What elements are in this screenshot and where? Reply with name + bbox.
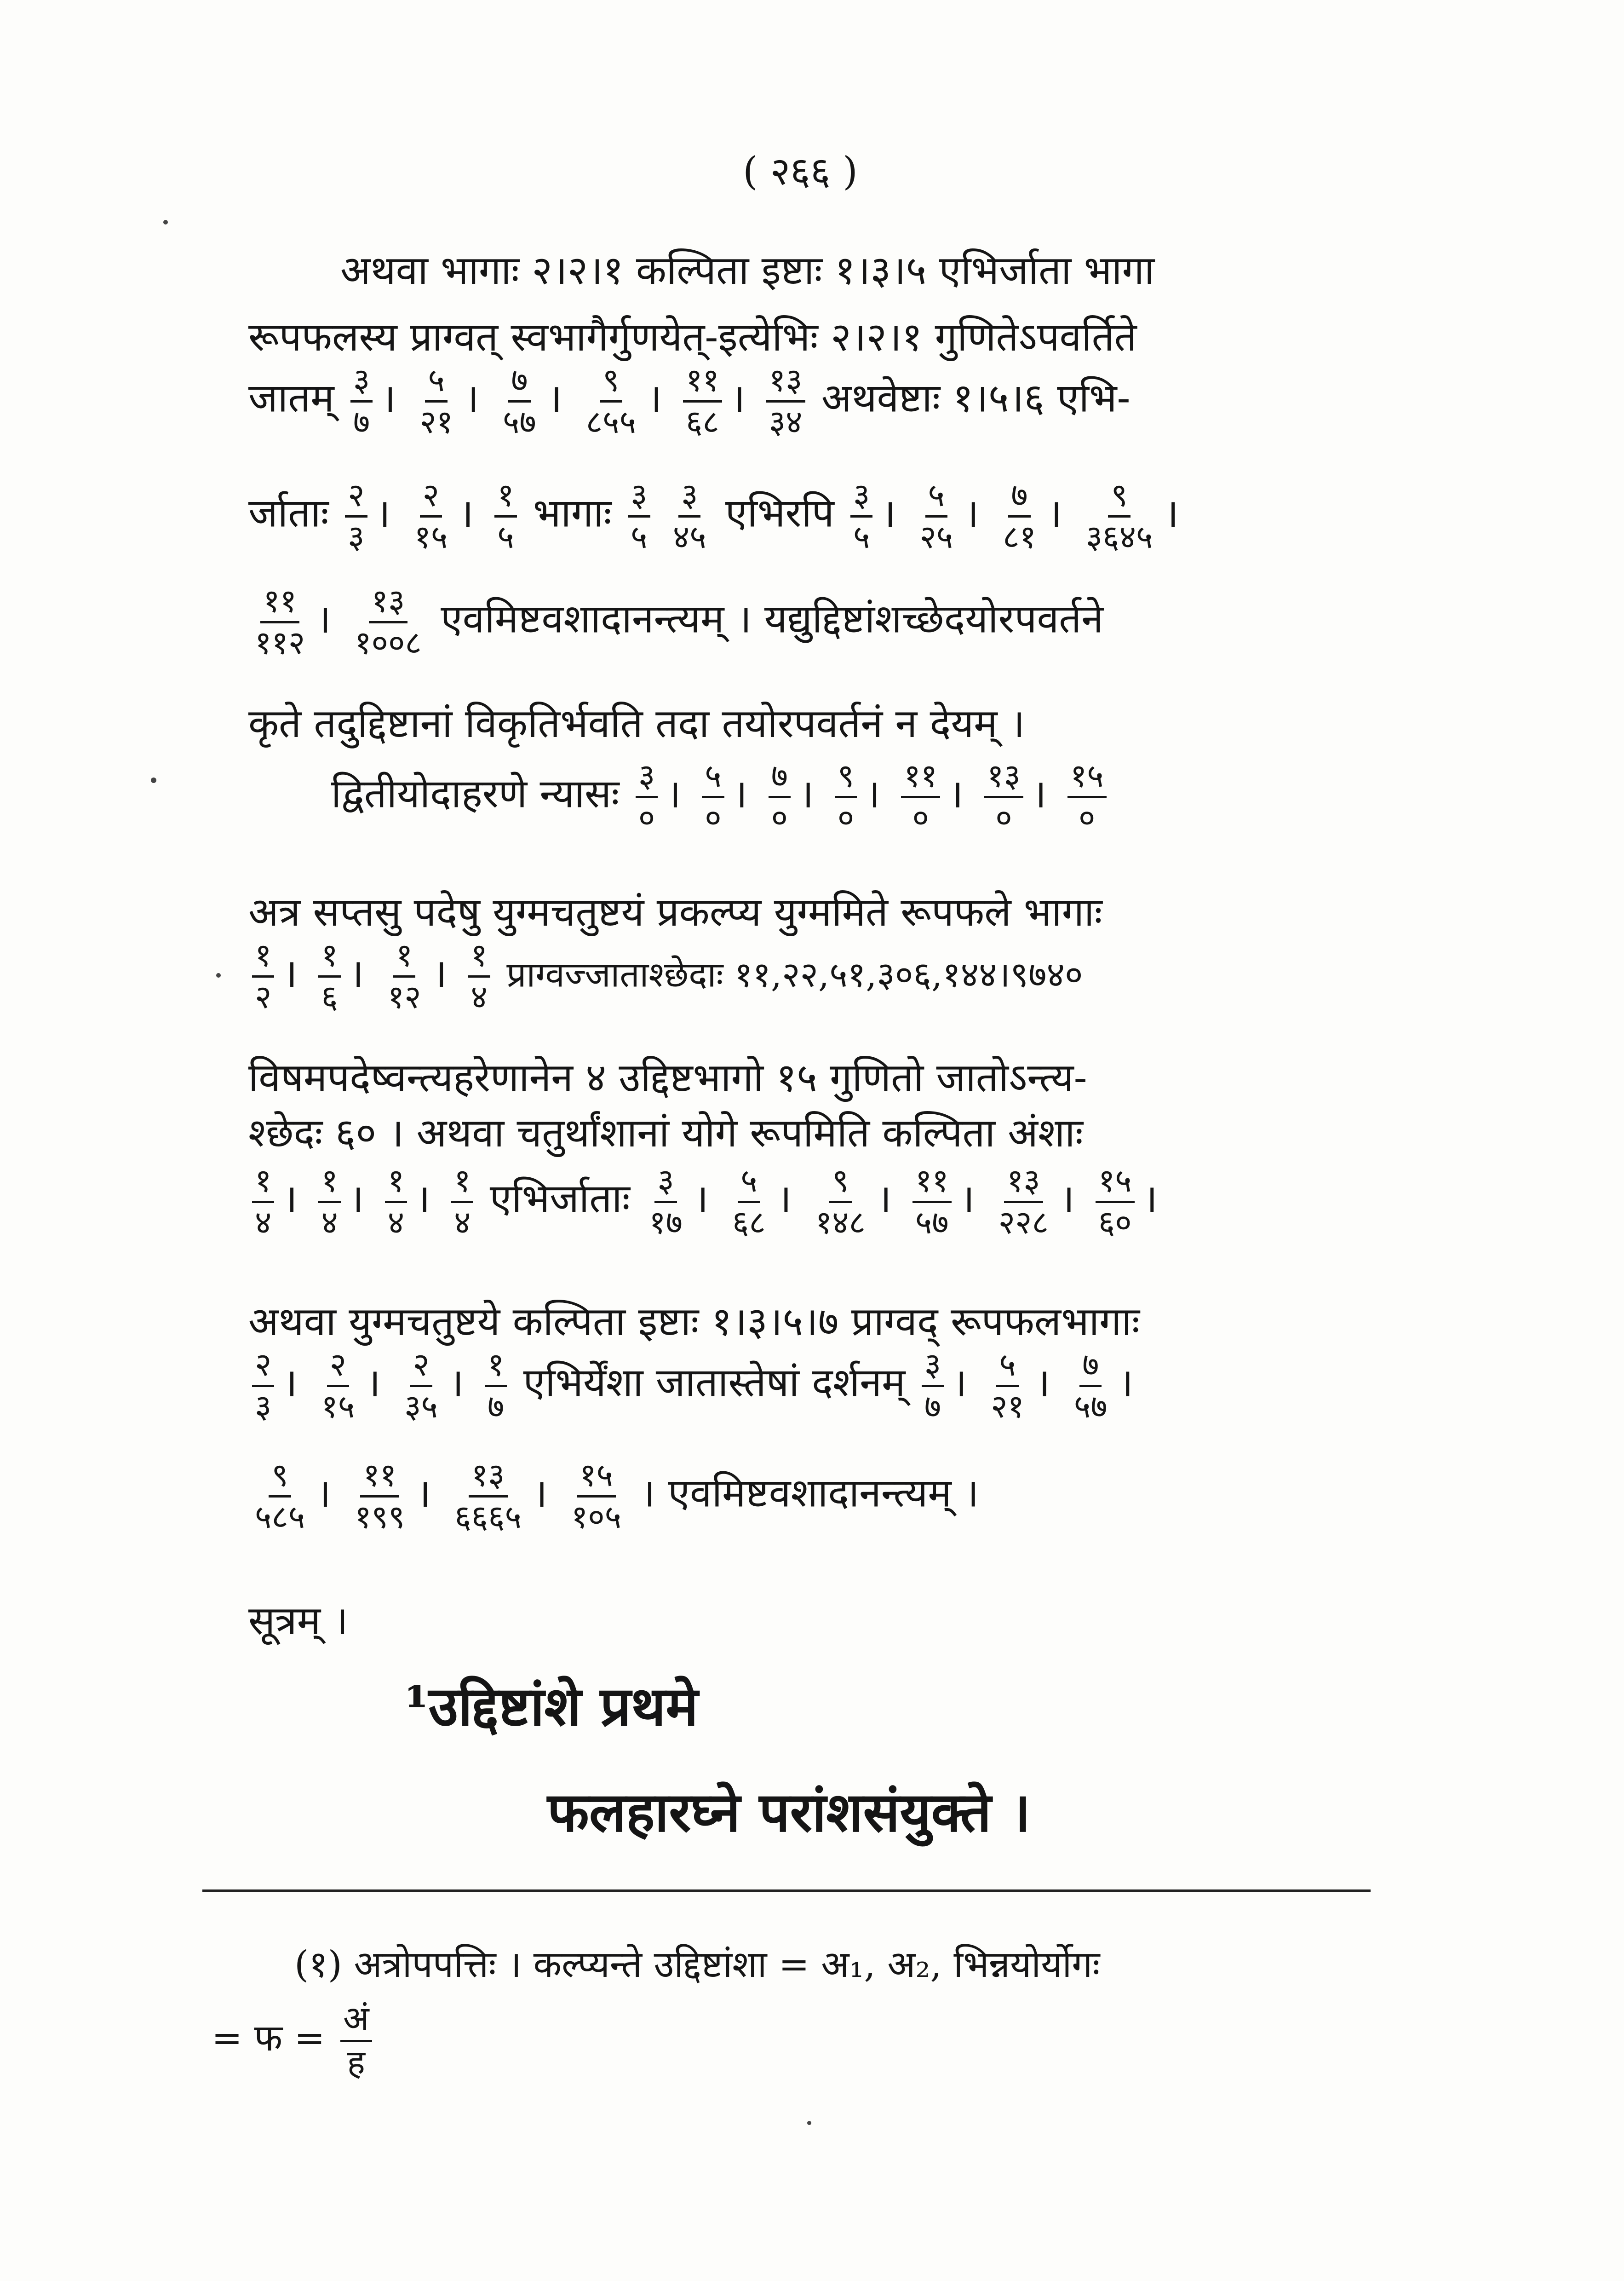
fraction: $\frac{३}{७}$ bbox=[350, 363, 373, 439]
text-line-14: $\frac{२}{३}$ । $\frac{२}{१५}$ । $\frac{२}{३५}$ । $\frac{१}{७}$ एभिर्येंशा जातास्तेषां दर्शनम् $\frac{३}{७}$ । $\frac{५}{२१}$ । $\frac{७}{५७}$ । bbox=[248, 1348, 1138, 1423]
fraction: $\frac{३}{४५}$ bbox=[672, 476, 706, 556]
text-line-13: अथवा युग्मचतुष्टये कल्पिता इष्टाः १।३।५।७ प्राग्वद् रूपफलभागाः bbox=[248, 1299, 1140, 1345]
line9-tail: प्राग्वज्जाताश्छेदाः ११,२२,५१,३०६,१४४।९७४० bbox=[506, 954, 1083, 995]
line3-tail: अथवेष्टाः १।५।६ एभि- bbox=[821, 375, 1130, 421]
fraction: $\frac{९}{१४८}$ bbox=[815, 1162, 866, 1241]
fraction: $\frac{१}{६}$ bbox=[318, 939, 340, 1014]
fraction: $\frac{२}{१५}$ bbox=[321, 1346, 355, 1425]
fraction: $\frac{१}{२}$ bbox=[252, 939, 274, 1014]
line5-tail: एवमिष्टवशादानन्त्यम् । यद्युद्दिष्टांशच्छेदयोरपवर्तने bbox=[441, 596, 1104, 642]
line7-lead: द्वितीयोदाहरणे न्यासः bbox=[331, 771, 620, 817]
fraction: $\frac{५}{६८}$ bbox=[732, 1162, 766, 1241]
line3-lead: जातम् bbox=[248, 375, 334, 421]
page-number: ( २६६ ) bbox=[743, 149, 858, 194]
line4-mid: भागाः bbox=[533, 490, 612, 536]
text-line-11: श्छेदः ६० । अथवा चतुर्थांशानां योगे रूपमिति कल्पिता अंशाः bbox=[248, 1110, 1083, 1156]
fraction: $\frac{९}{८५५}$ bbox=[585, 361, 636, 441]
fraction: $\frac{१५}{०}$ bbox=[1067, 759, 1107, 835]
text-line-5: $\frac{११}{११२}$ । $\frac{१३}{१००८}$ एवमिष्टवशादानन्त्यम् । यद्युद्दिष्टांशच्छेदयोरपवर्तने bbox=[248, 584, 1103, 660]
fraction: $\frac{१३}{०}$ bbox=[984, 759, 1023, 835]
fraction: $\frac{९}{३६४५}$ bbox=[1085, 476, 1153, 556]
fraction: $\frac{३}{०}$ bbox=[636, 759, 658, 835]
fraction: $\frac{\text{अं}}{\text{ह}}$ bbox=[340, 2001, 372, 2080]
fraction: $\frac{२}{१५}$ bbox=[414, 476, 448, 556]
fraction: $\frac{१}{५}$ bbox=[494, 478, 516, 554]
fraction: $\frac{५}{२१}$ bbox=[991, 1346, 1024, 1425]
fraction: $\frac{५}{२५}$ bbox=[919, 476, 953, 556]
verse-line-2: फलहारघ्ने परांशसंयुक्ते । bbox=[547, 1780, 1031, 1844]
fraction: $\frac{११}{५७}$ bbox=[912, 1164, 952, 1239]
line4-lead: र्जाताः bbox=[248, 490, 329, 536]
verse-line-1: ¹उद्दिष्टांशे प्रथमे bbox=[405, 1674, 698, 1738]
scan-speck bbox=[151, 778, 156, 783]
text-line-10: विषमपदेष्वन्त्यहरेणानेन ४ उद्दिष्टभागो १५ गुणितो जातोऽन्त्य- bbox=[248, 1055, 1087, 1101]
fraction: $\frac{११}{११२}$ bbox=[255, 582, 305, 662]
line15-tail: । एवमिष्टवशादानन्त्यम् । bbox=[640, 1470, 979, 1516]
scan-speck bbox=[807, 2121, 811, 2125]
text-line-8: अत्र सप्तसु पदेषु युग्मचतुष्टयं प्रकल्प्य युग्ममिते रूपफले भागाः bbox=[248, 889, 1102, 935]
fraction: $\frac{९}{५८५}$ bbox=[255, 1456, 305, 1536]
footnote-line-2 bbox=[212, 2001, 376, 2080]
fraction: $\frac{१}{४}$ bbox=[318, 1164, 340, 1239]
fraction: $\frac{१}{४}$ bbox=[385, 1164, 407, 1239]
fraction: $\frac{३}{५}$ bbox=[850, 478, 872, 554]
fraction: $\frac{३}{१७}$ bbox=[649, 1162, 683, 1241]
text-line-9: $\frac{१}{२}$ । $\frac{१}{६}$ । $\frac{१}{१२}$ । $\frac{१}{४}$ प्राग्वज्जाताश्छेदाः ११,२२,५१,३०६,१४४।९७४० bbox=[248, 939, 1083, 1014]
footnote-equation-lead: = फ = bbox=[212, 2016, 325, 2060]
text-line-12: $\frac{१}{४}$ । $\frac{१}{४}$ । $\frac{१}{४}$ । $\frac{१}{४}$ एभिर्जाताः $\frac{३}{१७}$ । $\frac{५}{६८}$ । $\frac{९}{१४८}$ । $\frac{११}{५७}$ । $\frac{१३}{२२८}$ । $\frac{१५}{६०}$ । bbox=[248, 1164, 1162, 1239]
fraction: $\frac{७}{८१}$ bbox=[1003, 476, 1036, 556]
fraction: $\frac{३}{७}$ bbox=[922, 1348, 944, 1423]
fraction: $\frac{१}{७}$ bbox=[485, 1348, 507, 1423]
fraction: $\frac{२}{३५}$ bbox=[404, 1346, 438, 1425]
fraction: $\frac{१५}{६०}$ bbox=[1096, 1164, 1135, 1239]
fraction: $\frac{११}{०}$ bbox=[901, 759, 940, 835]
fraction: $\frac{५}{२१}$ bbox=[419, 361, 453, 441]
fraction: $\frac{२}{३}$ bbox=[345, 478, 367, 554]
fraction: $\frac{२}{३}$ bbox=[252, 1348, 274, 1423]
sutram-heading: सूत्रम् । bbox=[248, 1598, 348, 1644]
fraction: $\frac{१३}{६६६५}$ bbox=[454, 1456, 522, 1536]
fraction: $\frac{१५}{१०५}$ bbox=[571, 1456, 622, 1536]
text-line-4: र्जाताः $\frac{२}{३}$ । $\frac{२}{१५}$ । $\frac{१}{५}$ भागाः $\frac{३}{५}$ $\frac{३}{४५}$ एभिरपि $\frac{३}{५}$ । $\frac{५}{२५}$ । $\frac{७}{८१}$ । $\frac{९}{३६४५}$ । bbox=[248, 476, 1179, 556]
scan-speck bbox=[216, 973, 221, 978]
footnote-separator bbox=[202, 1889, 1371, 1892]
fraction: $\frac{१}{४}$ bbox=[252, 1164, 274, 1239]
scan-speck bbox=[163, 220, 168, 225]
text-line-3: जातम् $\frac{३}{७}$ । $\frac{५}{२१}$ । $\frac{७}{५७}$ । $\frac{९}{८५५}$ । $\frac{११}{६८}$ । $\frac{१३}{३४}$ अथवेष्टाः १।५।६ एभि- bbox=[248, 361, 1130, 441]
fraction: $\frac{१३}{१००८}$ bbox=[355, 582, 422, 662]
text-line-1: अथवा भागाः २।२।१ कल्पिता इष्टाः १।३।५ एभिर्जाता भागा bbox=[340, 248, 1155, 294]
line14-mid: एभिर्येंशा जातास्तेषां दर्शनम् bbox=[523, 1359, 906, 1406]
fraction: $\frac{७}{५७}$ bbox=[503, 361, 536, 441]
text-line-7: द्वितीयोदाहरणे न्यासः $\frac{३}{०}$ । $\frac{५}{०}$ । $\frac{७}{०}$ । $\frac{९}{०}$ । $\frac{११}{०}$ । $\frac{१३}{०}$ । $\frac{१५}{०}$ bbox=[331, 759, 1110, 835]
fraction: $\frac{१३}{३४}$ bbox=[766, 363, 805, 439]
fraction: $\frac{१}{४}$ bbox=[451, 1164, 473, 1239]
line12-mid: एभिर्जाताः bbox=[489, 1175, 630, 1222]
fraction: $\frac{५}{०}$ bbox=[702, 759, 724, 835]
text-line-6: कृते तदुद्दिष्टानां विकृतिर्भवति तदा तयोरपवर्तनं न देयम् । bbox=[248, 701, 1025, 747]
fraction: $\frac{९}{०}$ bbox=[835, 759, 857, 835]
fraction: $\frac{११}{१९९}$ bbox=[355, 1456, 405, 1536]
fraction: $\frac{१}{४}$ bbox=[468, 939, 490, 1014]
text-line-15: $\frac{९}{५८५}$ । $\frac{११}{१९९}$ । $\frac{१३}{६६६५}$ । $\frac{१५}{१०५}$ । एवमिष्टवशादानन्त्यम् । bbox=[248, 1458, 979, 1534]
fraction: $\frac{३}{५}$ bbox=[628, 478, 650, 554]
line4-mid2: एभिरपि bbox=[725, 490, 834, 536]
fraction: $\frac{७}{०}$ bbox=[769, 759, 791, 835]
fraction: $\frac{११}{६८}$ bbox=[683, 363, 722, 439]
fraction: $\frac{१३}{२२८}$ bbox=[998, 1162, 1049, 1241]
fraction: $\frac{७}{५७}$ bbox=[1073, 1346, 1108, 1425]
fraction: $\frac{१}{१२}$ bbox=[387, 936, 421, 1016]
footnote-line-1: (१) अत्रोपपत्तिः । कल्प्यन्ते उद्दिष्टांशा = अ₁, अ₂, भिन्नयोर्योगः bbox=[294, 1943, 1100, 1986]
text-line-2: रूपफलस्य प्राग्वत् स्वभागैर्गुणयेत्-इत्येभिः २।२।१ गुणितेऽपवर्तिते bbox=[248, 314, 1137, 360]
